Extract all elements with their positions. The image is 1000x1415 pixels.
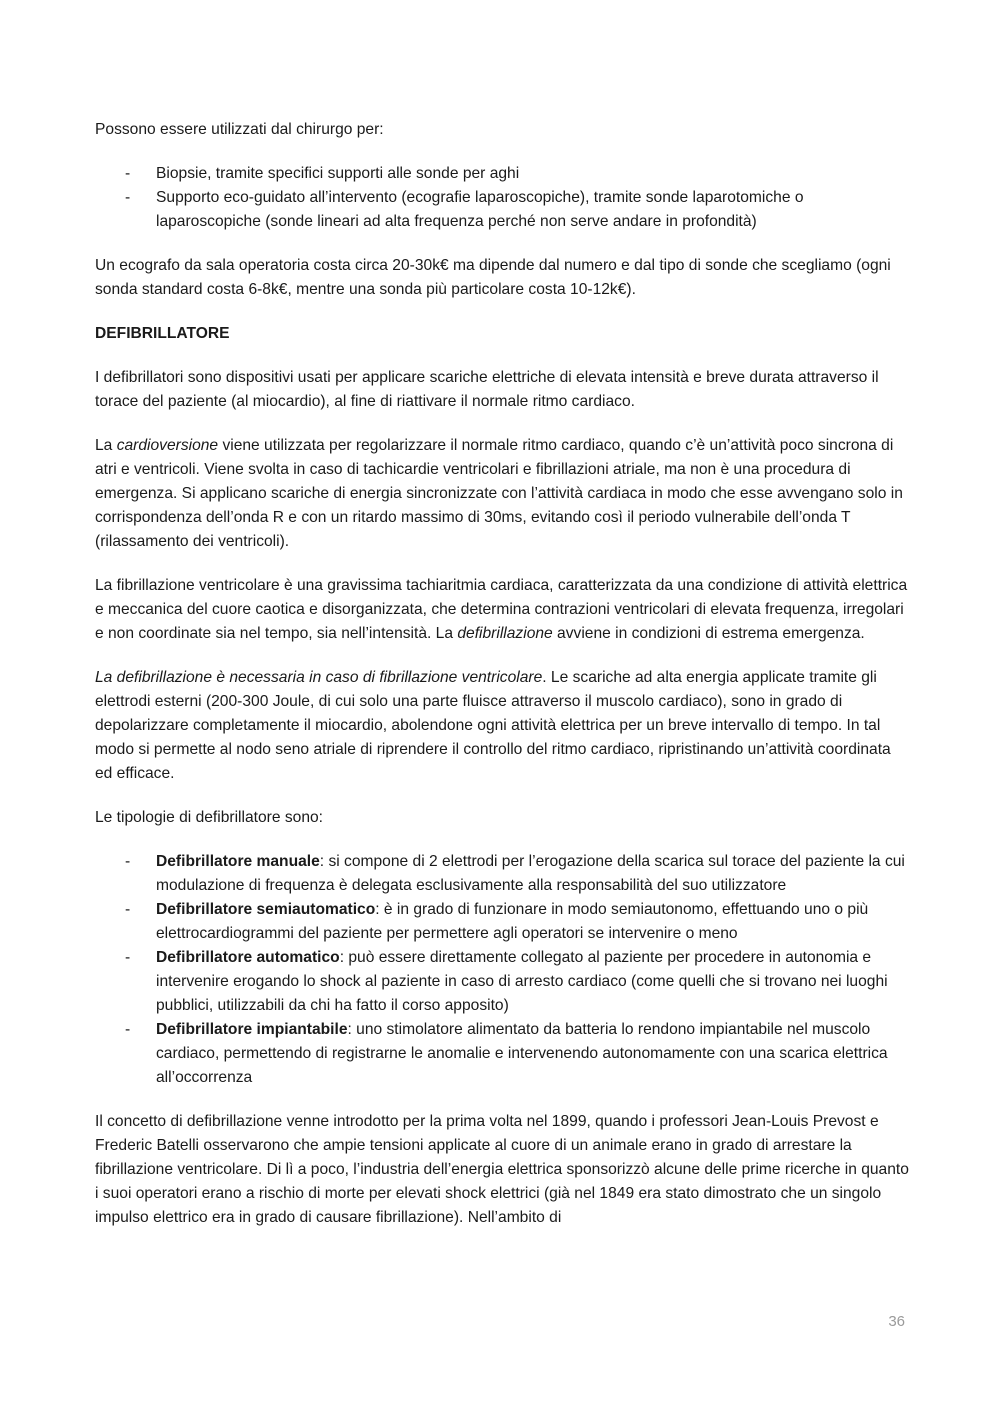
types-list <box>95 850 910 1090</box>
text-run: avviene in condizioni di estrema emergenza. <box>552 625 865 642</box>
page-body <box>95 118 910 1250</box>
list-item-text: Supporto eco-guidato all’intervento (ecografie laparoscopiche), tramite sonde laparotomiche o laparoscopiche (sonde lineari ad alta frequenza perché non serve andare in profondità) <box>156 189 804 230</box>
type-description: : è in grado di funzionare in modo semiautonomo, effettuando uno o più elettrocardiogrammi del paziente per permettere agli operatori se intervenire o meno <box>156 901 869 942</box>
page-number: 36 <box>888 1313 905 1330</box>
section-heading: DEFIBRILLATORE <box>95 325 230 342</box>
defibrillation-paragraph <box>95 666 910 786</box>
text-run: La <box>95 437 117 454</box>
list-item <box>95 186 910 234</box>
text-run: viene utilizzata per regolarizzare il normale ritmo cardiaco, quando c’è un’attività poco sincrona di atri e ventricoli. Viene svolta in caso di tachicardie ventricolari e fibrillazioni atriale, ma non è una procedura di emergenza. Si applicano scariche di energia sincronizzate con l’attività cardiaca in modo che esse avvengano solo in corrispondenza dell’onda R e con un ritardo massimo di 30ms, evitando così il periodo vulnerabile dell’onda T (rilassamento dei ventricoli). <box>95 437 903 550</box>
italic-term: defibrillazione <box>457 625 553 642</box>
uses-list <box>95 162 910 234</box>
type-name: Defibrillatore impiantabile <box>156 1021 348 1038</box>
types-intro: Le tipologie di defibrillatore sono: <box>95 809 323 826</box>
dash-bullet: - <box>125 189 131 206</box>
dash-bullet: - <box>125 165 131 182</box>
italic-term: cardioversione <box>116 437 219 454</box>
italic-sentence: La defibrillazione è necessaria in caso di fibrillazione ventricolare <box>95 669 543 686</box>
type-description: : uno stimolatore alimentato da batteria lo rendono impiantabile nel muscolo cardiaco, permettendo di registrarne le anomalie e intervenendo autonomamente con una scarica elettrica all’occorrenza <box>156 1021 888 1086</box>
text-run: La fibrillazione ventricolare è una gravissima tachiaritmia cardiaca, caratterizzata da una condizione di attività elettrica e meccanica del cuore caotica e disorganizzata, che determina contrazioni ventricolari di elevata frequenza, irregolari e non coordinate sia nel tempo, sia nell’intensità. La <box>95 577 908 642</box>
dash-bullet: - <box>125 853 131 870</box>
list-item <box>95 946 910 1018</box>
list-item <box>95 1018 910 1090</box>
type-description: : si compone di 2 elettrodi per l’erogazione della scarica sul torace del paziente la cui modulazione di frequenza è delegata esclusivamente alla responsabilità del suo utilizzatore <box>156 853 905 894</box>
list-item <box>95 898 910 946</box>
intro-paragraph: Possono essere utilizzati dal chirurgo per: <box>95 121 384 138</box>
dash-bullet: - <box>125 901 131 918</box>
list-item <box>95 162 910 186</box>
type-name: Defibrillatore automatico <box>156 949 340 966</box>
list-item <box>95 850 910 898</box>
dash-bullet: - <box>125 1021 131 1038</box>
type-description: : può essere direttamente collegato al paziente per procedere in autonomia e intervenire erogando lo shock al paziente in caso di arresto cardiaco (come quelli che si trovano nei luoghi pubblici, utilizzabili da chi ha fatto il corso apposito) <box>156 949 888 1014</box>
text-run: . Le scariche ad alta energia applicate tramite gli elettrodi esterni (200-300 Joule, di cui solo una parte fluisce attraverso il muscolo cardiaco), sono in grado di depolarizzare completamente il miocardio, abolendone ogni attività elettrica per un breve intervallo di tempo. In tal modo si permette al nodo seno atriale di riprendere il controllo del ritmo cardiaco, ripristinando un’attività coordinata ed efficace. <box>95 669 891 782</box>
cardioversion-paragraph <box>95 434 910 554</box>
type-name: Defibrillatore manuale <box>156 853 320 870</box>
cost-paragraph: Un ecografo da sala operatoria costa circa 20-30k€ ma dipende dal numero e dal tipo di sonde che scegliamo (ogni sonda standard costa 6-8k€, mentre una sonda più particolare costa 10-12k€). <box>95 257 891 298</box>
history-paragraph: Il concetto di defibrillazione venne introdotto per la prima volta nel 1899, quando i professori Jean-Louis Prevost e Frederic Batelli osservarono che ampie tensioni applicate al cuore di un animale erano in grado di arrestare la fibrillazione ventricolare. Di lì a poco, l’industria dell’energia elettrica sponsorizzò alcune delle prime ricerche in quanto i suoi operatori erano a rischio di morte per elevati shock elettrici (già nel 1849 era stato dimostrato che un singolo impulso elettrico era in grado di causare fibrillazione). Nell’ambito di <box>95 1113 909 1226</box>
definition-paragraph: I defibrillatori sono dispositivi usati per applicare scariche elettriche di elevata intensità e breve durata attraverso il torace del paziente (al miocardio), al fine di riattivare il normale ritmo cardiaco. <box>95 369 879 410</box>
type-name: Defibrillatore semiautomatico <box>156 901 376 918</box>
list-item-text: Biopsie, tramite specifici supporti alle sonde per aghi <box>156 165 520 182</box>
dash-bullet: - <box>125 949 131 966</box>
fibrillation-paragraph <box>95 574 910 646</box>
